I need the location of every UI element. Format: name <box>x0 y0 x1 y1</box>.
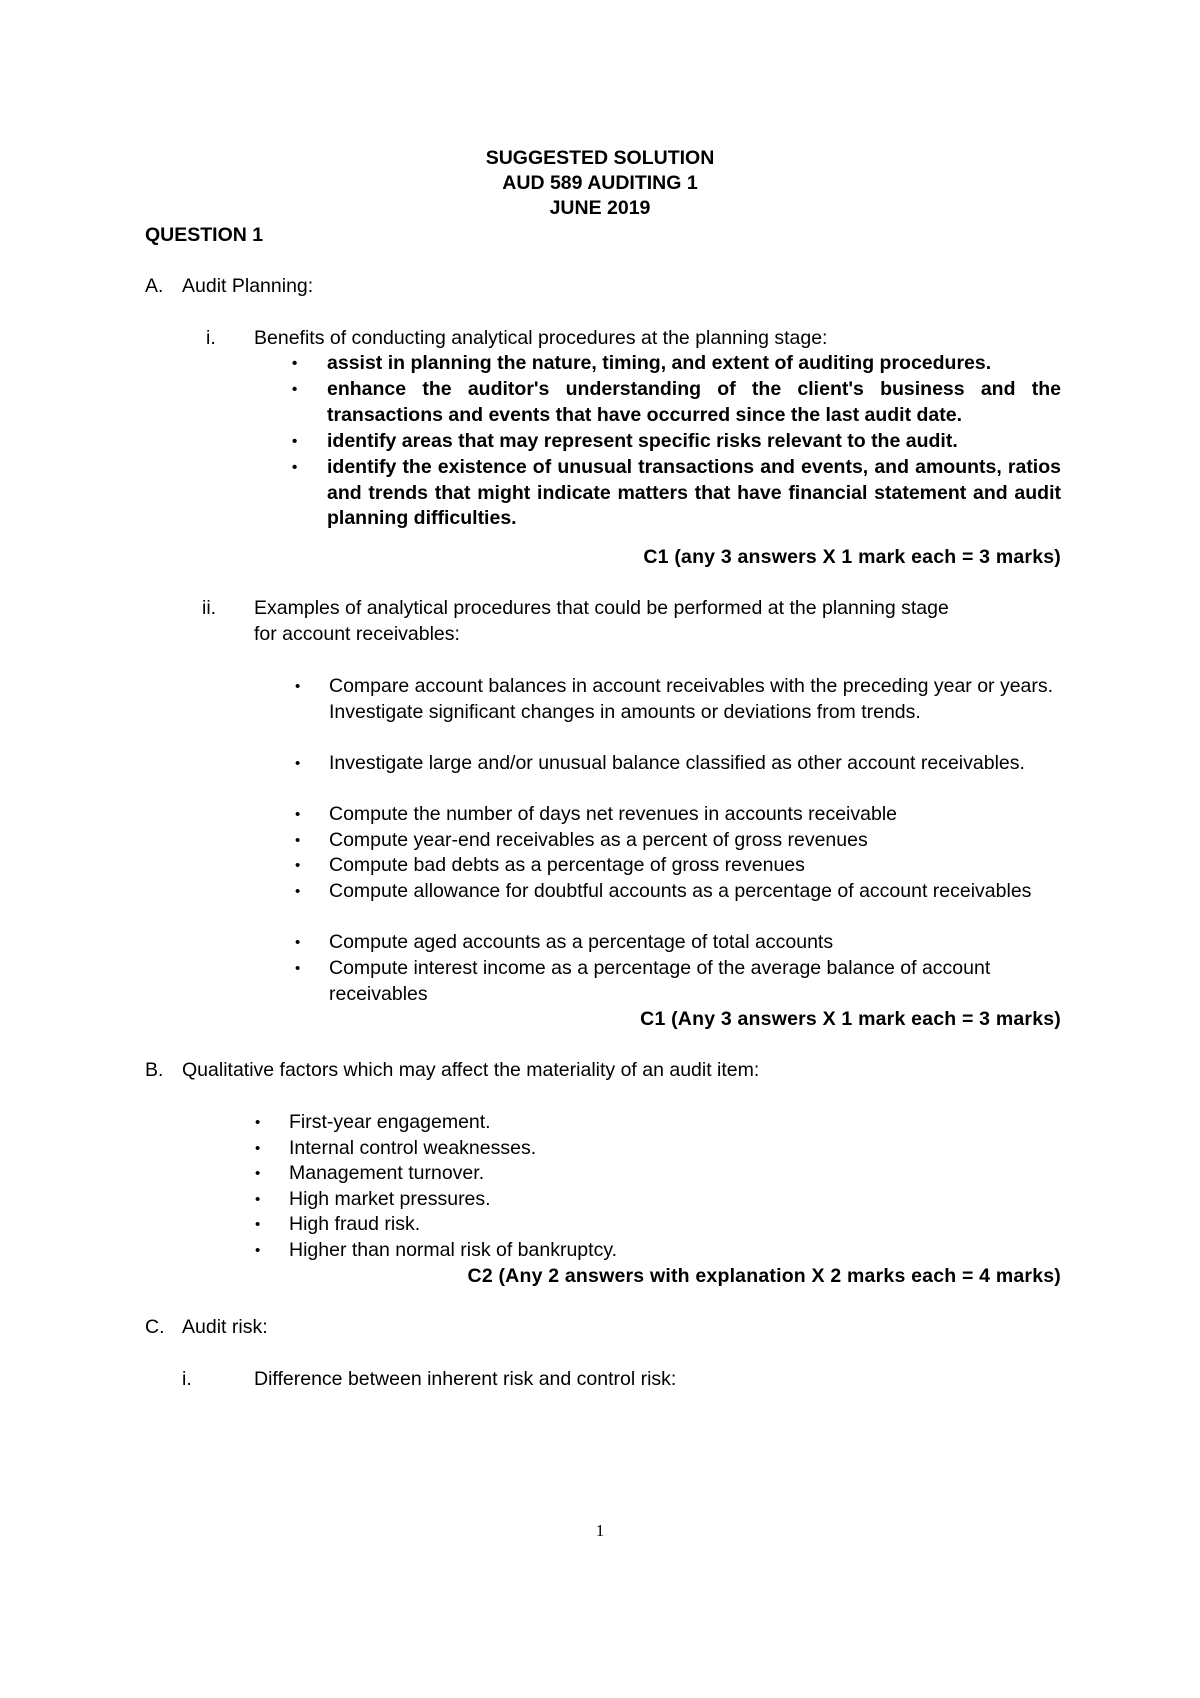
part-a-ii-numeral: ii. <box>202 597 217 619</box>
bullet-marker: • <box>292 355 298 372</box>
part-a-ii-title-line2: for account receivables: <box>254 623 460 645</box>
part-c-i-title: Difference between inherent risk and control risk: <box>254 1368 677 1390</box>
list-item: • Higher than normal risk of bankruptcy. <box>255 1238 1055 1264</box>
bullet-marker: • <box>295 806 301 823</box>
list-item: • High market pressures. <box>255 1187 1055 1213</box>
bullet-marker: • <box>255 1241 261 1259</box>
list-item: • Compute year-end receivables as a percent of gross revenues <box>295 828 1055 853</box>
part-a-i-numeral: i. <box>206 327 216 349</box>
list-item: • identify the existence of unusual transactions and events, and amounts, ratios and trends that might indicate matters that have financial statement and audit planning difficulties. <box>292 456 1061 529</box>
bullet-marker: • <box>295 832 301 849</box>
bullet-marker: • <box>295 934 301 951</box>
list-item: • Compute bad debts as a percentage of gross revenues <box>295 853 1055 879</box>
part-a-ii-bullet-list <box>295 674 1055 1007</box>
list-item: • Compute interest income as a percentage of the average balance of account receivables <box>295 957 991 1005</box>
section-c-letter: C. <box>145 1316 165 1338</box>
bullet-marker: • <box>295 960 301 977</box>
list-item: • Management turnover. <box>255 1161 1055 1187</box>
section-a-title: Audit Planning: <box>182 275 314 297</box>
list-item: • Compute the number of days net revenues in accounts receivable <box>295 802 1055 828</box>
bullet-marker: • <box>295 755 301 772</box>
list-item: • High fraud risk. <box>255 1212 1055 1238</box>
bullet-marker: • <box>292 459 298 476</box>
part-a-i-title: Benefits of conducting analytical procedures at the planning stage: <box>254 327 828 349</box>
section-b-bullet-list <box>255 1110 1055 1263</box>
list-item: • First-year engagement. <box>255 1110 1055 1136</box>
bullet-marker: • <box>255 1114 261 1131</box>
list-item: • enhance the auditor's understanding of the client's business and the transactions and events that have occurred since the last audit date. <box>292 378 1061 426</box>
page-number: 1 <box>595 1521 605 1540</box>
section-b-letter: B. <box>145 1059 164 1081</box>
header-date: JUNE 2019 <box>549 197 651 219</box>
bullet-marker: • <box>295 678 301 695</box>
question-heading: QUESTION 1 <box>145 224 264 246</box>
bullet-marker: • <box>255 1139 261 1157</box>
part-a-i-bullet-list <box>292 351 1061 533</box>
section-c-title: Audit risk: <box>182 1316 268 1338</box>
list-item: • identify areas that may represent specific risks relevant to the audit. <box>295 429 1061 455</box>
list-item: • Internal control weaknesses. <box>255 1136 1055 1162</box>
bullet-marker: • <box>255 1190 261 1208</box>
section-b-title: Qualitative factors which may affect the materiality of an audit item: <box>182 1059 760 1081</box>
list-item: • Compare account balances in account receivables with the preceding year or years. Investigate significant changes in amounts or deviations from trends. <box>295 675 1054 723</box>
bullet-marker: • <box>295 883 301 900</box>
bullet-marker: • <box>292 433 298 450</box>
bullet-marker: • <box>255 1165 261 1182</box>
section-a-letter: A. <box>145 275 164 297</box>
part-a-i-marks: C1 (any 3 answers X 1 mark each = 3 marks) <box>643 546 1061 568</box>
document-header <box>0 146 1200 221</box>
part-a-ii-marks: C1 (Any 3 answers X 1 mark each = 3 marks) <box>640 1008 1061 1030</box>
header-course: AUD 589 AUDITING 1 <box>502 172 698 194</box>
part-c-i-numeral: i. <box>182 1368 192 1390</box>
bullet-marker: • <box>255 1216 261 1233</box>
header-title: SUGGESTED SOLUTION <box>485 147 715 169</box>
list-item: • Investigate large and/or unusual balance classified as other account receivables. <box>295 751 1055 802</box>
section-b-marks: C2 (Any 2 answers with explanation X 2 marks each = 4 marks) <box>467 1265 1061 1287</box>
list-item: • assist in planning the nature, timing, and extent of auditing procedures. <box>295 351 1061 377</box>
bullet-marker: • <box>295 857 301 874</box>
bullet-marker: • <box>292 381 298 398</box>
list-item: • Compute allowance for doubtful accounts as a percentage of account receivables <box>295 879 1055 930</box>
list-item: • Compute aged accounts as a percentage of total accounts <box>295 930 1055 956</box>
part-a-ii-title-line1: Examples of analytical procedures that could be performed at the planning stage <box>254 597 949 619</box>
